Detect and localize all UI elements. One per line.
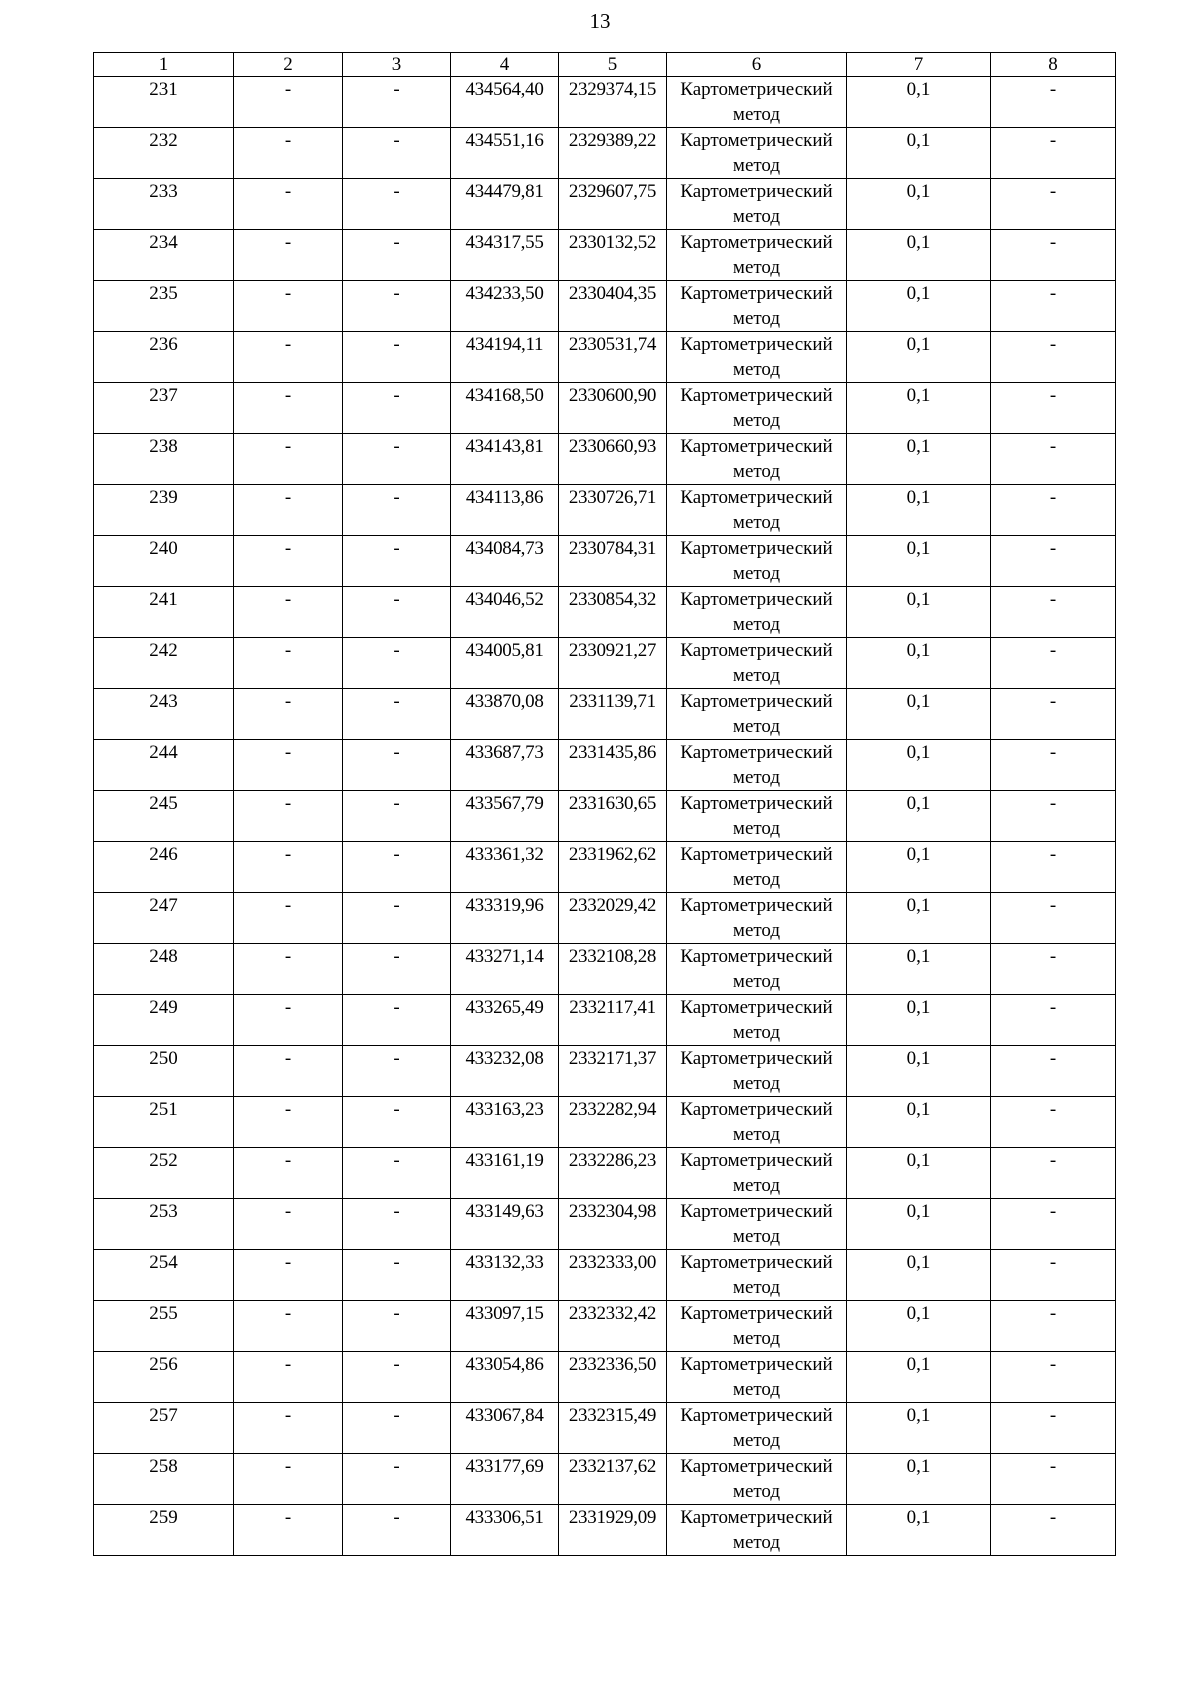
cell-col-3: -: [343, 995, 451, 1046]
cell-method: Картометрический метод: [667, 536, 847, 587]
cell-coord-y: 2330784,31: [559, 536, 667, 587]
table-row: [94, 77, 1116, 128]
cell-method: Картометрический метод: [667, 1199, 847, 1250]
column-header-4: 4: [451, 53, 559, 77]
cell-accuracy: 0,1: [847, 1301, 991, 1352]
cell-col-2: -: [234, 77, 343, 128]
cell-col-2: -: [234, 1148, 343, 1199]
cell-accuracy: 0,1: [847, 1148, 991, 1199]
cell-col-3: -: [343, 1352, 451, 1403]
cell-col-3: -: [343, 179, 451, 230]
cell-col-8: -: [991, 1250, 1116, 1301]
cell-point-number: 251: [94, 1097, 234, 1148]
cell-col-8: -: [991, 1301, 1116, 1352]
table-row: [94, 230, 1116, 281]
cell-col-3: -: [343, 1097, 451, 1148]
cell-accuracy: 0,1: [847, 485, 991, 536]
cell-method: Картометрический метод: [667, 638, 847, 689]
cell-col-8: -: [991, 842, 1116, 893]
cell-accuracy: 0,1: [847, 944, 991, 995]
cell-accuracy: 0,1: [847, 1505, 991, 1556]
cell-method: Картометрический метод: [667, 77, 847, 128]
cell-coord-x: 434317,55: [451, 230, 559, 281]
cell-method: Картометрический метод: [667, 740, 847, 791]
cell-coord-x: 434005,81: [451, 638, 559, 689]
cell-col-2: -: [234, 1097, 343, 1148]
cell-col-8: -: [991, 1097, 1116, 1148]
cell-col-2: -: [234, 791, 343, 842]
cell-point-number: 239: [94, 485, 234, 536]
cell-col-8: -: [991, 740, 1116, 791]
cell-col-3: -: [343, 791, 451, 842]
cell-col-2: -: [234, 1505, 343, 1556]
cell-coord-y: 2331929,09: [559, 1505, 667, 1556]
table-row: [94, 1454, 1116, 1505]
cell-coord-x: 433177,69: [451, 1454, 559, 1505]
cell-coord-x: 433163,23: [451, 1097, 559, 1148]
cell-method: Картометрический метод: [667, 383, 847, 434]
cell-accuracy: 0,1: [847, 995, 991, 1046]
cell-point-number: 259: [94, 1505, 234, 1556]
cell-accuracy: 0,1: [847, 383, 991, 434]
cell-col-8: -: [991, 77, 1116, 128]
cell-method: Картометрический метод: [667, 1454, 847, 1505]
cell-col-2: -: [234, 1301, 343, 1352]
cell-col-2: -: [234, 689, 343, 740]
cell-col-3: -: [343, 1403, 451, 1454]
cell-method: Картометрический метод: [667, 944, 847, 995]
cell-coord-y: 2329374,15: [559, 77, 667, 128]
cell-coord-y: 2332137,62: [559, 1454, 667, 1505]
cell-col-2: -: [234, 383, 343, 434]
cell-col-3: -: [343, 128, 451, 179]
cell-col-2: -: [234, 434, 343, 485]
cell-method: Картометрический метод: [667, 485, 847, 536]
cell-point-number: 232: [94, 128, 234, 179]
cell-col-3: -: [343, 1454, 451, 1505]
cell-col-2: -: [234, 1250, 343, 1301]
cell-col-3: -: [343, 893, 451, 944]
cell-col-2: -: [234, 740, 343, 791]
cell-coord-y: 2331630,65: [559, 791, 667, 842]
column-header-1: 1: [94, 53, 234, 77]
cell-coord-y: 2332332,42: [559, 1301, 667, 1352]
column-header-5: 5: [559, 53, 667, 77]
cell-method: Картометрический метод: [667, 587, 847, 638]
cell-col-8: -: [991, 1403, 1116, 1454]
cell-coord-x: 433097,15: [451, 1301, 559, 1352]
cell-coord-x: 434233,50: [451, 281, 559, 332]
table-row: [94, 1301, 1116, 1352]
cell-coord-x: 433306,51: [451, 1505, 559, 1556]
cell-col-2: -: [234, 587, 343, 638]
cell-coord-x: 433870,08: [451, 689, 559, 740]
cell-method: Картометрический метод: [667, 1403, 847, 1454]
cell-coord-x: 433567,79: [451, 791, 559, 842]
cell-point-number: 250: [94, 1046, 234, 1097]
table-row: [94, 587, 1116, 638]
cell-col-2: -: [234, 230, 343, 281]
cell-coord-x: 433132,33: [451, 1250, 559, 1301]
cell-accuracy: 0,1: [847, 332, 991, 383]
cell-coord-y: 2332336,50: [559, 1352, 667, 1403]
cell-accuracy: 0,1: [847, 1097, 991, 1148]
cell-coord-x: 433149,63: [451, 1199, 559, 1250]
cell-col-3: -: [343, 1301, 451, 1352]
coordinates-table: [93, 52, 1116, 1556]
cell-col-3: -: [343, 434, 451, 485]
cell-coord-x: 433161,19: [451, 1148, 559, 1199]
cell-col-8: -: [991, 128, 1116, 179]
cell-accuracy: 0,1: [847, 587, 991, 638]
cell-point-number: 252: [94, 1148, 234, 1199]
cell-accuracy: 0,1: [847, 536, 991, 587]
cell-coord-y: 2332333,00: [559, 1250, 667, 1301]
table-row: [94, 332, 1116, 383]
table-row: [94, 485, 1116, 536]
cell-coord-y: 2332171,37: [559, 1046, 667, 1097]
cell-coord-x: 434551,16: [451, 128, 559, 179]
cell-col-3: -: [343, 689, 451, 740]
cell-method: Картометрический метод: [667, 995, 847, 1046]
cell-col-8: -: [991, 179, 1116, 230]
cell-method: Картометрический метод: [667, 230, 847, 281]
table-row: [94, 1097, 1116, 1148]
cell-col-2: -: [234, 995, 343, 1046]
cell-method: Картометрический метод: [667, 1097, 847, 1148]
cell-col-2: -: [234, 332, 343, 383]
cell-accuracy: 0,1: [847, 1046, 991, 1097]
cell-accuracy: 0,1: [847, 179, 991, 230]
cell-point-number: 258: [94, 1454, 234, 1505]
cell-point-number: 233: [94, 179, 234, 230]
cell-col-8: -: [991, 1148, 1116, 1199]
cell-col-2: -: [234, 1352, 343, 1403]
cell-col-3: -: [343, 638, 451, 689]
cell-coord-y: 2331962,62: [559, 842, 667, 893]
cell-point-number: 244: [94, 740, 234, 791]
table-body: [94, 77, 1116, 1556]
column-header-7: 7: [847, 53, 991, 77]
cell-coord-y: 2329607,75: [559, 179, 667, 230]
table-row: [94, 128, 1116, 179]
table-row: [94, 383, 1116, 434]
cell-col-8: -: [991, 1352, 1116, 1403]
cell-method: Картометрический метод: [667, 128, 847, 179]
cell-point-number: 247: [94, 893, 234, 944]
cell-col-8: -: [991, 434, 1116, 485]
cell-coord-y: 2329389,22: [559, 128, 667, 179]
table-row: [94, 536, 1116, 587]
cell-point-number: 249: [94, 995, 234, 1046]
cell-col-3: -: [343, 383, 451, 434]
cell-point-number: 245: [94, 791, 234, 842]
cell-col-2: -: [234, 1199, 343, 1250]
cell-col-8: -: [991, 536, 1116, 587]
cell-point-number: 246: [94, 842, 234, 893]
table-row: [94, 1403, 1116, 1454]
cell-point-number: 235: [94, 281, 234, 332]
cell-col-2: -: [234, 842, 343, 893]
cell-accuracy: 0,1: [847, 1250, 991, 1301]
cell-accuracy: 0,1: [847, 638, 991, 689]
cell-col-3: -: [343, 587, 451, 638]
cell-col-8: -: [991, 944, 1116, 995]
table-row: [94, 842, 1116, 893]
cell-col-2: -: [234, 944, 343, 995]
cell-point-number: 231: [94, 77, 234, 128]
cell-method: Картометрический метод: [667, 893, 847, 944]
cell-col-8: -: [991, 1199, 1116, 1250]
cell-col-3: -: [343, 536, 451, 587]
cell-point-number: 248: [94, 944, 234, 995]
table-row: [94, 944, 1116, 995]
column-header-6: 6: [667, 53, 847, 77]
cell-col-3: -: [343, 1505, 451, 1556]
cell-coord-x: 433067,84: [451, 1403, 559, 1454]
cell-coord-y: 2332282,94: [559, 1097, 667, 1148]
table-row: [94, 791, 1116, 842]
cell-point-number: 242: [94, 638, 234, 689]
cell-accuracy: 0,1: [847, 230, 991, 281]
cell-point-number: 253: [94, 1199, 234, 1250]
cell-col-8: -: [991, 587, 1116, 638]
cell-coord-x: 433232,08: [451, 1046, 559, 1097]
cell-col-3: -: [343, 77, 451, 128]
cell-coord-x: 434168,50: [451, 383, 559, 434]
cell-coord-y: 2332108,28: [559, 944, 667, 995]
cell-coord-x: 434194,11: [451, 332, 559, 383]
cell-method: Картометрический метод: [667, 1352, 847, 1403]
cell-col-3: -: [343, 944, 451, 995]
cell-method: Картометрический метод: [667, 689, 847, 740]
table-row: [94, 1148, 1116, 1199]
cell-method: Картометрический метод: [667, 1148, 847, 1199]
cell-accuracy: 0,1: [847, 128, 991, 179]
cell-coord-y: 2330921,27: [559, 638, 667, 689]
cell-coord-y: 2330726,71: [559, 485, 667, 536]
cell-accuracy: 0,1: [847, 1199, 991, 1250]
table-row: [94, 1352, 1116, 1403]
cell-col-2: -: [234, 281, 343, 332]
cell-col-2: -: [234, 179, 343, 230]
cell-coord-y: 2330132,52: [559, 230, 667, 281]
cell-col-2: -: [234, 893, 343, 944]
cell-accuracy: 0,1: [847, 1403, 991, 1454]
cell-coord-y: 2330404,35: [559, 281, 667, 332]
table-row: [94, 740, 1116, 791]
cell-point-number: 234: [94, 230, 234, 281]
cell-point-number: 238: [94, 434, 234, 485]
cell-col-8: -: [991, 638, 1116, 689]
cell-point-number: 236: [94, 332, 234, 383]
cell-coord-x: 433054,86: [451, 1352, 559, 1403]
table-row: [94, 1046, 1116, 1097]
table-row: [94, 434, 1116, 485]
cell-accuracy: 0,1: [847, 1454, 991, 1505]
cell-accuracy: 0,1: [847, 1352, 991, 1403]
table-row: [94, 1505, 1116, 1556]
cell-coord-x: 434046,52: [451, 587, 559, 638]
cell-point-number: 237: [94, 383, 234, 434]
table-header-row: [94, 53, 1116, 77]
cell-accuracy: 0,1: [847, 791, 991, 842]
cell-coord-y: 2332304,98: [559, 1199, 667, 1250]
cell-coord-y: 2330600,90: [559, 383, 667, 434]
cell-coord-y: 2332117,41: [559, 995, 667, 1046]
cell-coord-x: 434113,86: [451, 485, 559, 536]
cell-coord-y: 2330660,93: [559, 434, 667, 485]
cell-col-2: -: [234, 128, 343, 179]
table-row: [94, 995, 1116, 1046]
cell-coord-y: 2331139,71: [559, 689, 667, 740]
cell-point-number: 255: [94, 1301, 234, 1352]
cell-coord-x: 434143,81: [451, 434, 559, 485]
cell-accuracy: 0,1: [847, 77, 991, 128]
cell-col-3: -: [343, 1046, 451, 1097]
cell-col-3: -: [343, 1199, 451, 1250]
cell-point-number: 254: [94, 1250, 234, 1301]
cell-col-3: -: [343, 740, 451, 791]
cell-col-2: -: [234, 485, 343, 536]
cell-coord-y: 2332029,42: [559, 893, 667, 944]
cell-col-2: -: [234, 1403, 343, 1454]
table-row: [94, 1250, 1116, 1301]
cell-col-8: -: [991, 1505, 1116, 1556]
cell-method: Картометрический метод: [667, 842, 847, 893]
column-header-2: 2: [234, 53, 343, 77]
cell-method: Картометрический метод: [667, 791, 847, 842]
table-row: [94, 893, 1116, 944]
cell-method: Картометрический метод: [667, 332, 847, 383]
cell-point-number: 240: [94, 536, 234, 587]
column-header-3: 3: [343, 53, 451, 77]
cell-method: Картометрический метод: [667, 434, 847, 485]
cell-point-number: 257: [94, 1403, 234, 1454]
cell-method: Картометрический метод: [667, 1301, 847, 1352]
table-row: [94, 281, 1116, 332]
cell-col-8: -: [991, 689, 1116, 740]
table-row: [94, 179, 1116, 230]
cell-col-8: -: [991, 1046, 1116, 1097]
cell-col-8: -: [991, 230, 1116, 281]
cell-method: Картометрический метод: [667, 1250, 847, 1301]
cell-method: Картометрический метод: [667, 281, 847, 332]
cell-coord-x: 434084,73: [451, 536, 559, 587]
cell-accuracy: 0,1: [847, 740, 991, 791]
cell-coord-y: 2332286,23: [559, 1148, 667, 1199]
column-header-8: 8: [991, 53, 1116, 77]
cell-col-3: -: [343, 281, 451, 332]
table-row: [94, 689, 1116, 740]
cell-coord-y: 2330854,32: [559, 587, 667, 638]
cell-coord-y: 2330531,74: [559, 332, 667, 383]
cell-col-2: -: [234, 536, 343, 587]
cell-coord-x: 433687,73: [451, 740, 559, 791]
cell-coord-y: 2331435,86: [559, 740, 667, 791]
cell-coord-x: 433361,32: [451, 842, 559, 893]
cell-point-number: 256: [94, 1352, 234, 1403]
cell-coord-x: 434479,81: [451, 179, 559, 230]
cell-col-8: -: [991, 1454, 1116, 1505]
cell-coord-x: 434564,40: [451, 77, 559, 128]
cell-method: Картометрический метод: [667, 179, 847, 230]
cell-col-2: -: [234, 1454, 343, 1505]
cell-col-8: -: [991, 893, 1116, 944]
cell-col-3: -: [343, 230, 451, 281]
cell-col-3: -: [343, 332, 451, 383]
cell-method: Картометрический метод: [667, 1505, 847, 1556]
cell-method: Картометрический метод: [667, 1046, 847, 1097]
cell-col-8: -: [991, 332, 1116, 383]
cell-col-8: -: [991, 791, 1116, 842]
table-row: [94, 638, 1116, 689]
cell-col-2: -: [234, 638, 343, 689]
page-number: 13: [589, 9, 611, 33]
cell-accuracy: 0,1: [847, 434, 991, 485]
cell-col-3: -: [343, 1148, 451, 1199]
cell-col-8: -: [991, 485, 1116, 536]
cell-col-3: -: [343, 1250, 451, 1301]
cell-coord-y: 2332315,49: [559, 1403, 667, 1454]
cell-accuracy: 0,1: [847, 281, 991, 332]
cell-col-2: -: [234, 1046, 343, 1097]
cell-accuracy: 0,1: [847, 893, 991, 944]
cell-point-number: 241: [94, 587, 234, 638]
cell-coord-x: 433265,49: [451, 995, 559, 1046]
cell-col-8: -: [991, 383, 1116, 434]
cell-point-number: 243: [94, 689, 234, 740]
cell-accuracy: 0,1: [847, 689, 991, 740]
cell-col-3: -: [343, 485, 451, 536]
cell-col-3: -: [343, 842, 451, 893]
cell-coord-x: 433271,14: [451, 944, 559, 995]
cell-col-8: -: [991, 281, 1116, 332]
table-row: [94, 1199, 1116, 1250]
cell-accuracy: 0,1: [847, 842, 991, 893]
cell-col-8: -: [991, 995, 1116, 1046]
cell-coord-x: 433319,96: [451, 893, 559, 944]
